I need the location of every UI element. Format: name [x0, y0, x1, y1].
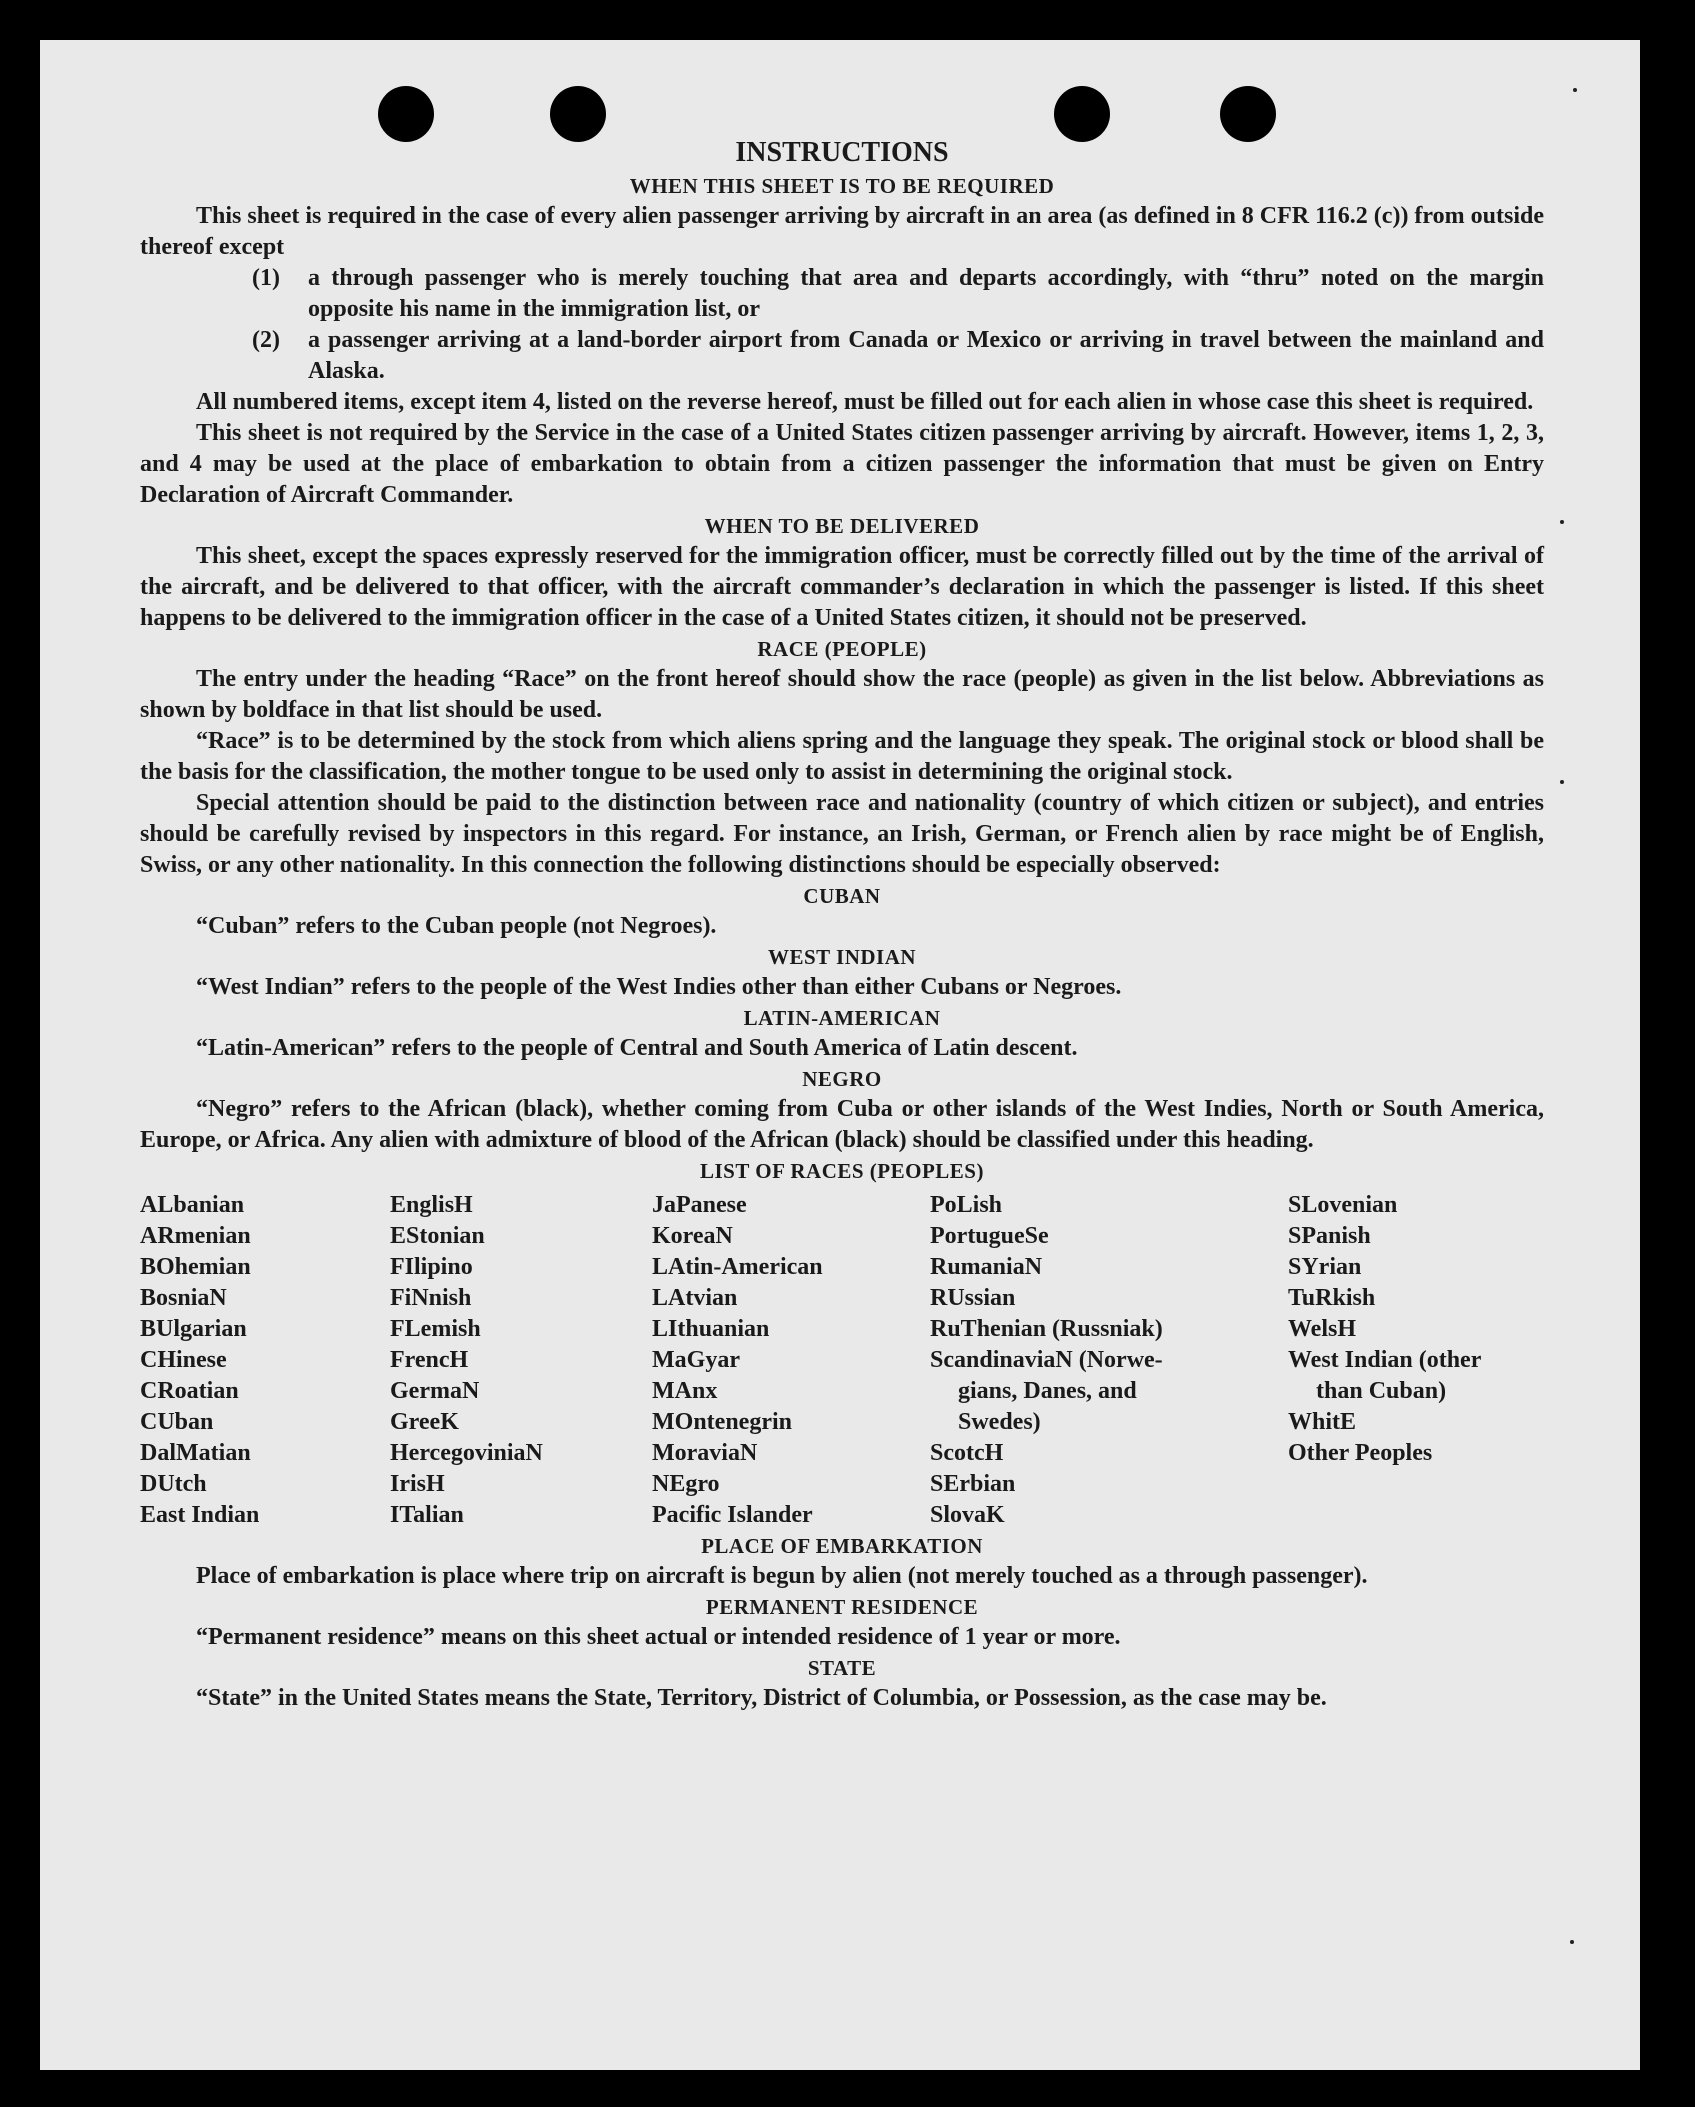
exception-item-2: [252, 325, 1544, 387]
race-entry: RuThenian (Russniak): [930, 1316, 1163, 1342]
race-column: [652, 1190, 930, 1531]
heading-cuban: CUBAN: [803, 884, 881, 908]
race-entry: MoraviaN: [652, 1440, 758, 1466]
race-entry: EnglisH: [390, 1192, 473, 1218]
race-entry: FIlipino: [390, 1254, 473, 1280]
race-entry: GreeK: [390, 1409, 459, 1435]
exception-item-1: [252, 263, 1544, 325]
race-entry: ScotcH: [930, 1440, 1004, 1466]
race-entry: SlovaK: [930, 1502, 1005, 1528]
paragraph-residence: “Permanent residence” means on this sheet actual or intended residence of 1 year or more.: [196, 1624, 1121, 1650]
paragraph-embarkation: Place of embarkation is place where trip on aircraft is begun by alien (not merely touched as a through passenger).: [196, 1563, 1368, 1589]
race-entry: TuRkish: [1288, 1285, 1376, 1311]
race-entry: DalMatian: [140, 1440, 251, 1466]
heading-when-required: WHEN THIS SHEET IS TO BE REQUIRED: [629, 174, 1055, 198]
race-column: [140, 1190, 390, 1531]
paragraph-latin-american: “Latin-American” refers to the people of Central and South America of Latin descent.: [196, 1035, 1078, 1061]
paragraph-cuban: “Cuban” refers to the Cuban people (not Negroes).: [196, 913, 717, 939]
ink-speck: [1560, 780, 1564, 784]
paragraph-race-2: “Race” is to be determined by the stock from which aliens spring and the language they speak. The original stock or blood shall be the basis for the classification, the mother tongue to be used only to assist in determining the original stock.: [140, 728, 1544, 785]
race-entry-continued: than Cuban): [1316, 1378, 1447, 1404]
race-entry: Pacific Islander: [652, 1502, 813, 1528]
race-column: [1288, 1190, 1544, 1531]
punch-hole: [1054, 86, 1110, 142]
race-entry: RUssian: [930, 1285, 1016, 1311]
race-entry: SLovenian: [1288, 1192, 1398, 1218]
race-entry: LAtin-American: [652, 1254, 823, 1280]
paragraph-delivered: This sheet, except the spaces expressly reserved for the immigration officer, must be correctly filled out by the time of the arrival of the aircraft, and be delivered to that officer, with the aircraft commander’s declaration in which the passenger is listed. If this sheet happens to be delivered to the immigration officer in the case of a United States citizen, it should not be preserved.: [140, 543, 1544, 631]
race-entry: WelsH: [1288, 1316, 1357, 1342]
race-entry: West Indian (other: [1288, 1347, 1482, 1373]
race-entry: MAnx: [652, 1378, 718, 1404]
heading-place-of-embarkation: PLACE OF EMBARKATION: [701, 1534, 983, 1558]
race-entry: SErbian: [930, 1471, 1016, 1497]
race-entry: RumaniaN: [930, 1254, 1043, 1280]
instructions-text: [140, 135, 1544, 1714]
race-entry: ScandinaviaN (Norwe-: [930, 1347, 1163, 1373]
race-entry: FrencH: [390, 1347, 469, 1373]
race-column: [930, 1190, 1288, 1531]
heading-when-delivered: WHEN TO BE DELIVERED: [704, 514, 980, 538]
item-text: a passenger arriving at a land-border airport from Canada or Mexico or arriving in travel between the mainland and Alaska.: [308, 327, 1544, 384]
paragraph-numbered-items: All numbered items, except item 4, listed on the reverse hereof, must be filled out for each alien in whose case this sheet is required.: [196, 389, 1534, 415]
ink-speck: [1560, 520, 1564, 524]
race-entry: ARmenian: [140, 1223, 251, 1249]
race-entry: DUtch: [140, 1471, 207, 1497]
race-entry: FiNnish: [390, 1285, 472, 1311]
punch-hole: [378, 86, 434, 142]
punch-hole: [550, 86, 606, 142]
race-entry: PortugueSe: [930, 1223, 1049, 1249]
paragraph-race-1: The entry under the heading “Race” on the front hereof should show the race (people) as given in the list below. Abbreviations as shown by boldface in that list should be used.: [140, 666, 1544, 723]
ink-speck: [1573, 88, 1577, 92]
race-entry: CRoatian: [140, 1378, 239, 1404]
heading-permanent-residence: PERMANENT RESIDENCE: [705, 1595, 979, 1619]
item-text: a through passenger who is merely touching that area and departs accordingly, with “thru” noted on the margin opposite his name in the immigration list, or: [308, 265, 1544, 322]
race-entry: BosniaN: [140, 1285, 227, 1311]
paragraph-required: This sheet is required in the case of every alien passenger arriving by aircraft in an area (as defined in 8 CFR 116.2 (c)) from outside thereof except: [140, 203, 1544, 260]
race-entry: EStonian: [390, 1223, 485, 1249]
race-entry: GermaN: [390, 1378, 480, 1404]
race-entry: LAtvian: [652, 1285, 738, 1311]
race-entry: Other Peoples: [1288, 1440, 1433, 1466]
paragraph-not-required: This sheet is not required by the Service in the case of a United States citizen passenger arriving by aircraft. However, items 1, 2, 3, and 4 may be used at the place of embarkation to obtain from a citizen passenger the information that must be given on Entry Declaration of Aircraft Commander.: [140, 420, 1544, 508]
race-entry: East Indian: [140, 1502, 260, 1528]
ink-speck: [1570, 1940, 1574, 1944]
race-entry: JaPanese: [652, 1192, 747, 1218]
paragraph-west-indian: “West Indian” refers to the people of the West Indies other than either Cubans or Negroes.: [196, 974, 1122, 1000]
race-entry: ALbanian: [140, 1192, 245, 1218]
race-entry: LIthuanian: [652, 1316, 770, 1342]
race-entry: CHinese: [140, 1347, 227, 1373]
race-column: [390, 1190, 652, 1531]
race-entry: HercegoviniaN: [390, 1440, 543, 1466]
document-page: [40, 40, 1640, 2070]
race-entry: BOhemian: [140, 1254, 251, 1280]
heading-list-of-races: LIST OF RACES (PEOPLES): [700, 1159, 984, 1183]
race-entry-continued: gians, Danes, and: [958, 1378, 1137, 1404]
paragraph-negro: “Negro” refers to the African (black), whether coming from Cuba or other islands of the West Indies, North or South America, Europe, or Africa. Any alien with admixture of blood of the African (black) should be classified under this heading.: [140, 1096, 1544, 1153]
race-entry: NEgro: [652, 1471, 720, 1497]
heading-race: RACE (PEOPLE): [757, 637, 927, 661]
punch-hole: [1220, 86, 1276, 142]
race-entry: ITalian: [390, 1502, 464, 1528]
race-entry: IrisH: [390, 1471, 445, 1497]
race-list: [140, 1190, 1544, 1531]
heading-latin-american: LATIN-AMERICAN: [743, 1006, 941, 1030]
race-entry-continued: Swedes): [958, 1409, 1041, 1435]
paragraph-race-3: Special attention should be paid to the distinction between race and nationality (country of which citizen or subject), and entries should be carefully revised by inspectors in this regard. For instance, an Irish, German, or French alien by race might be of English, Swiss, or any other nationality. In this connection the following distinctions should be especially observed:: [140, 790, 1544, 878]
heading-state: STATE: [807, 1656, 877, 1680]
item-number: (2): [252, 327, 280, 353]
heading-west-indian: WEST INDIAN: [767, 945, 917, 969]
race-entry: FLemish: [390, 1316, 481, 1342]
race-entry: KoreaN: [652, 1223, 733, 1249]
race-entry: CUban: [140, 1409, 214, 1435]
race-entry: SPanish: [1288, 1223, 1371, 1249]
item-number: (1): [252, 265, 280, 291]
race-entry: WhitE: [1288, 1409, 1357, 1435]
race-entry: SYrian: [1288, 1254, 1362, 1280]
page-title: INSTRUCTIONS: [735, 137, 949, 168]
race-entry: BUlgarian: [140, 1316, 247, 1342]
race-entry: MOntenegrin: [652, 1409, 792, 1435]
race-entry: PoLish: [930, 1192, 1003, 1218]
race-entry: MaGyar: [652, 1347, 740, 1373]
heading-negro: NEGRO: [802, 1067, 882, 1091]
paragraph-state: “State” in the United States means the State, Territory, District of Columbia, or Possession, as the case may be.: [196, 1685, 1327, 1711]
